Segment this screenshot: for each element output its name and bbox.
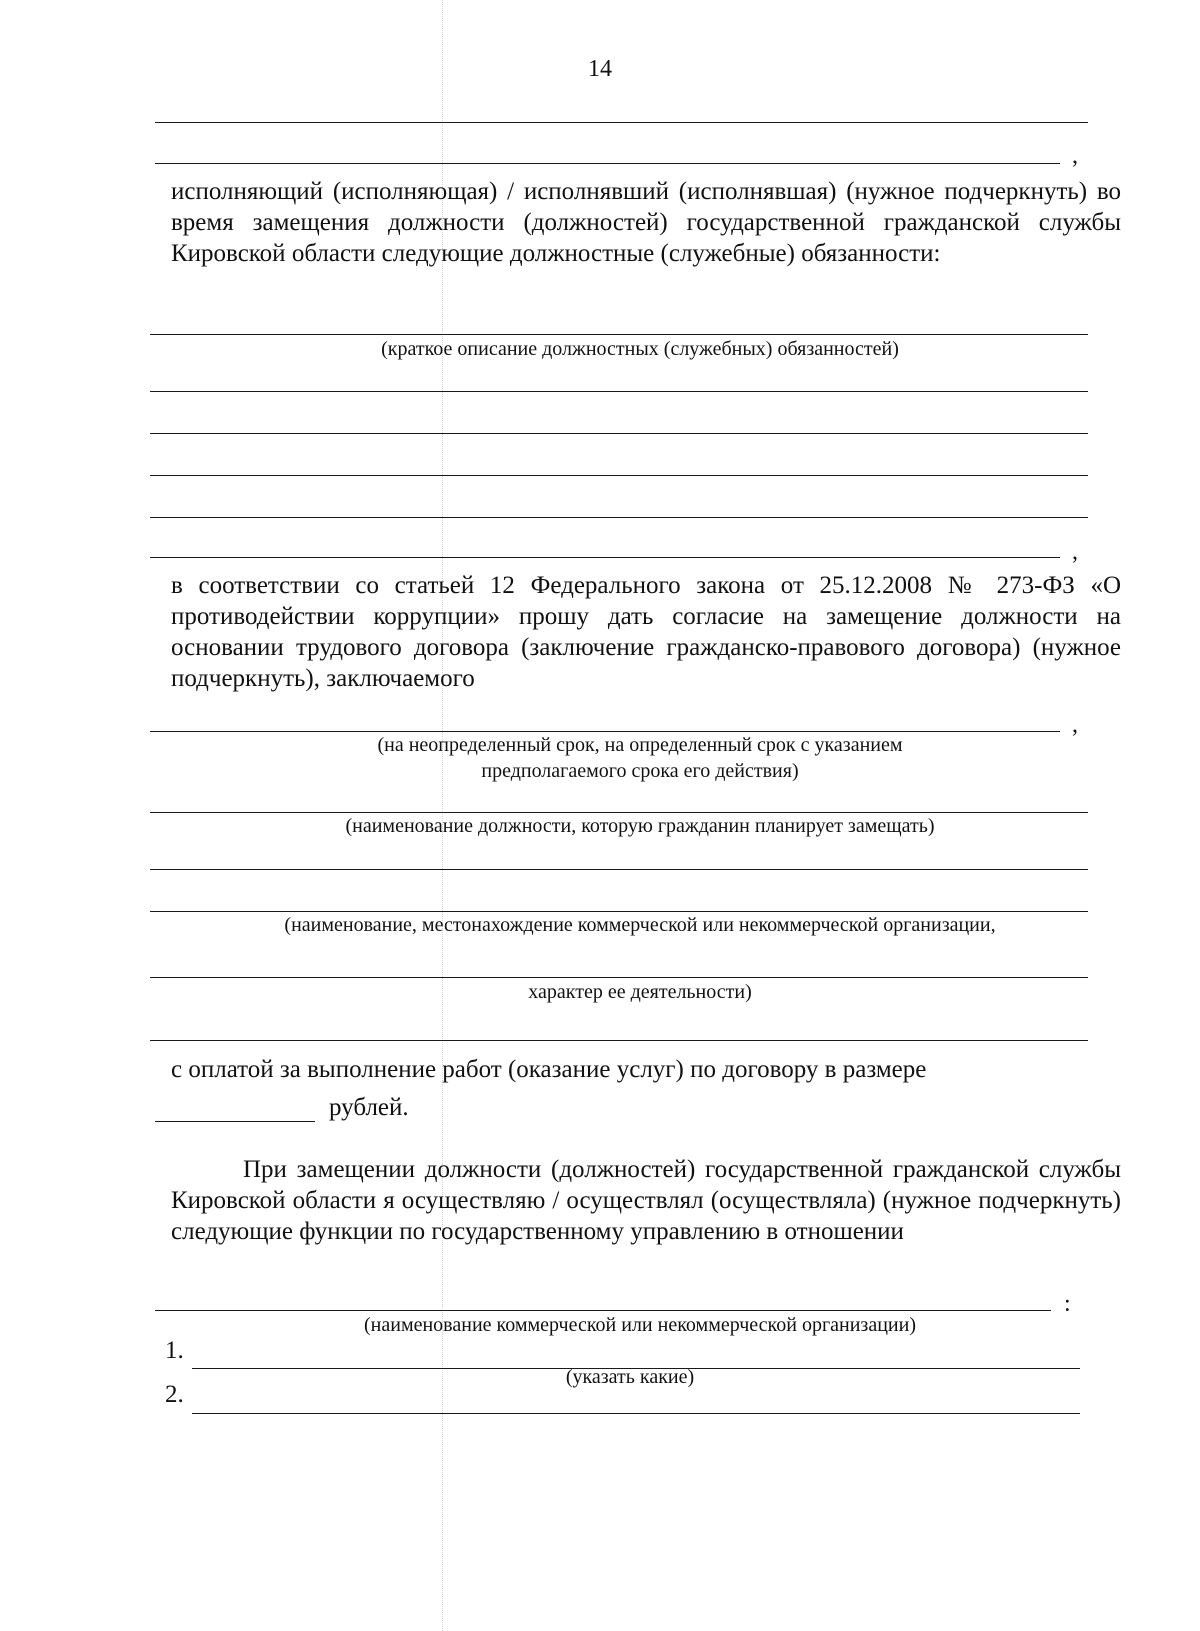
payment-paragraph: с оплатой за выполнение работ (оказание услуг) по договору в размере [171,1056,927,1083]
duties-paragraph: исполняющий (исполняющая) / исполнявший (исполнявшая) (нужное подчеркнуть) во время замещения должности (должностей) государственной гражданской службы Кировской области следующие должностные (служебные) обязанности: [171,178,1121,267]
payment-amount-line [155,1121,315,1122]
blank-line [150,334,1088,335]
consent-request-paragraph: в соответствии со статьей 12 Федерального закона от 25.12.2008 № 273-ФЗ «О противодействии коррупции» прошу дать согласие на замещение должности на основании трудового договора (заключение гражданско-правового договора) (нужное подчеркнуть), заключаемого [171,572,1121,692]
blank-line [150,517,1088,518]
blank-line [150,391,1088,392]
contract-term-caption-line1: (на неопределенный срок, на определенный срок с указанием [377,734,903,756]
colon: : [1064,1291,1071,1317]
blank-line [155,1310,1051,1311]
organization-caption-line2: характер ее деятельности) [528,981,752,1003]
list-item-1-number: 1. [165,1337,184,1364]
list-item-2-line [192,1413,1080,1414]
page-number: 14 [588,56,612,82]
blank-line [150,977,1088,978]
comma: , [1072,712,1078,738]
blank-line [150,557,1060,558]
comma: , [1072,539,1078,565]
contract-term-caption-line2: предполагаемого срока его действия) [481,760,799,782]
blank-line [150,475,1088,476]
specify-caption: (указать какие) [565,1366,695,1388]
currency-label: рублей. [329,1094,409,1121]
comma: , [1072,143,1078,169]
blank-line [155,122,1088,123]
organization-name-caption: (наименование коммерческой или некоммерческой организации) [364,1314,916,1336]
list-item-2-number: 2. [165,1381,184,1408]
blank-line [150,1040,1088,1041]
position-caption: (наименование должности, которую гражданин планирует замещать) [345,815,935,837]
blank-line [155,163,1060,164]
functions-paragraph: При замещении должности (должностей) государственной гражданской службы Кировской области я осуществляю / осуществлял (осуществляла) (нужное подчеркнуть) следующие функции по государственному управлению в отношении [171,1156,1121,1245]
blank-line [150,433,1088,434]
blank-line [150,869,1088,870]
organization-caption-line1: (наименование, местонахождение коммерческой или некоммерческой организации, [284,914,996,936]
duties-caption: (краткое описание должностных (служебных) обязанностей) [381,338,899,360]
